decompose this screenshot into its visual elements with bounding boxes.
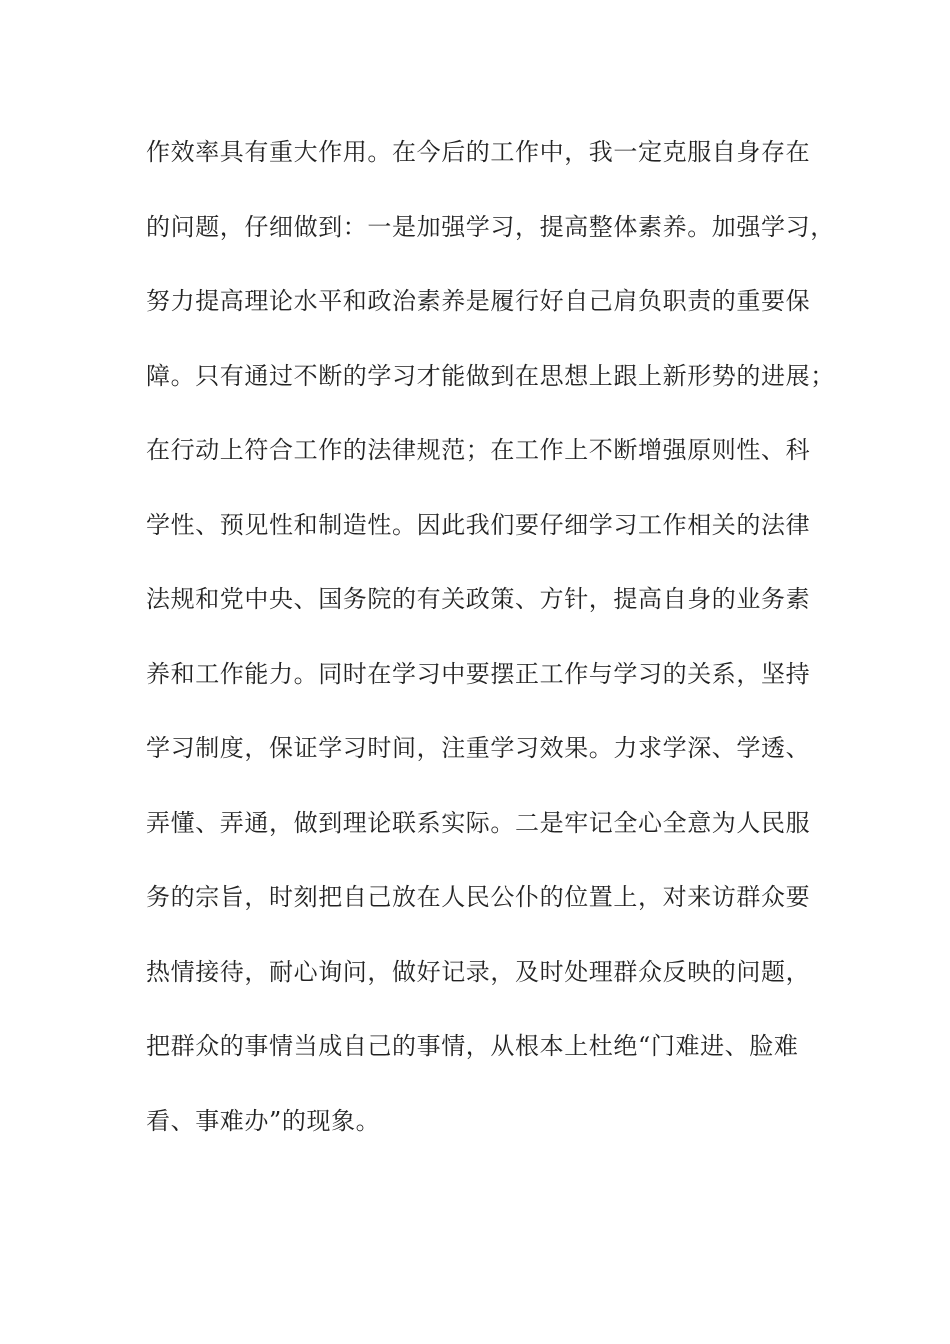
text-line: 养和工作能力。同时在学习中要摆正工作与学习的关系，坚持 — [146, 659, 811, 688]
text-line: 学习制度，保证学习时间，注重学习效果。力求学深、学透、 — [146, 734, 811, 762]
text-line: 务的宗旨，时刻把自己放在人民公仆的位置上，对来访群众要 — [146, 883, 811, 911]
text-line: 在行动上符合工作的法律规范；在工作上不断增强原则性、科 — [146, 436, 811, 464]
text-line: 障。只有通过不断的学习才能做到在思想上跟上新形势的进展； — [146, 361, 835, 390]
body-text — [146, 130, 835, 1173]
text-line: 热情接待，耐心询问，做好记录，及时处理群众反映的问题， — [146, 957, 811, 986]
text-line: 把群众的事情当成自己的事情，从根本上杜绝“门难进、脸难 — [146, 1032, 799, 1060]
text-line: 看、事难办”的现象。 — [146, 1106, 381, 1135]
text-line: 法规和党中央、国务院的有关政策、方针，提高自身的业务素 — [146, 585, 811, 613]
text-line: 努力提高理论水平和政治素养是履行好自己肩负职责的重要保 — [146, 287, 811, 315]
text-line: 作效率具有重大作用。在今后的工作中，我一定克服自身存在 — [146, 138, 811, 166]
text-line: 弄懂、弄通，做到理论联系实际。二是牢记全心全意为人民服 — [146, 808, 811, 837]
text-line: 的问题，仔细做到：一是加强学习，提高整体素养。加强学习， — [146, 212, 835, 241]
text-line: 学性、预见性和制造性。因此我们要仔细学习工作相关的法律 — [146, 510, 811, 539]
